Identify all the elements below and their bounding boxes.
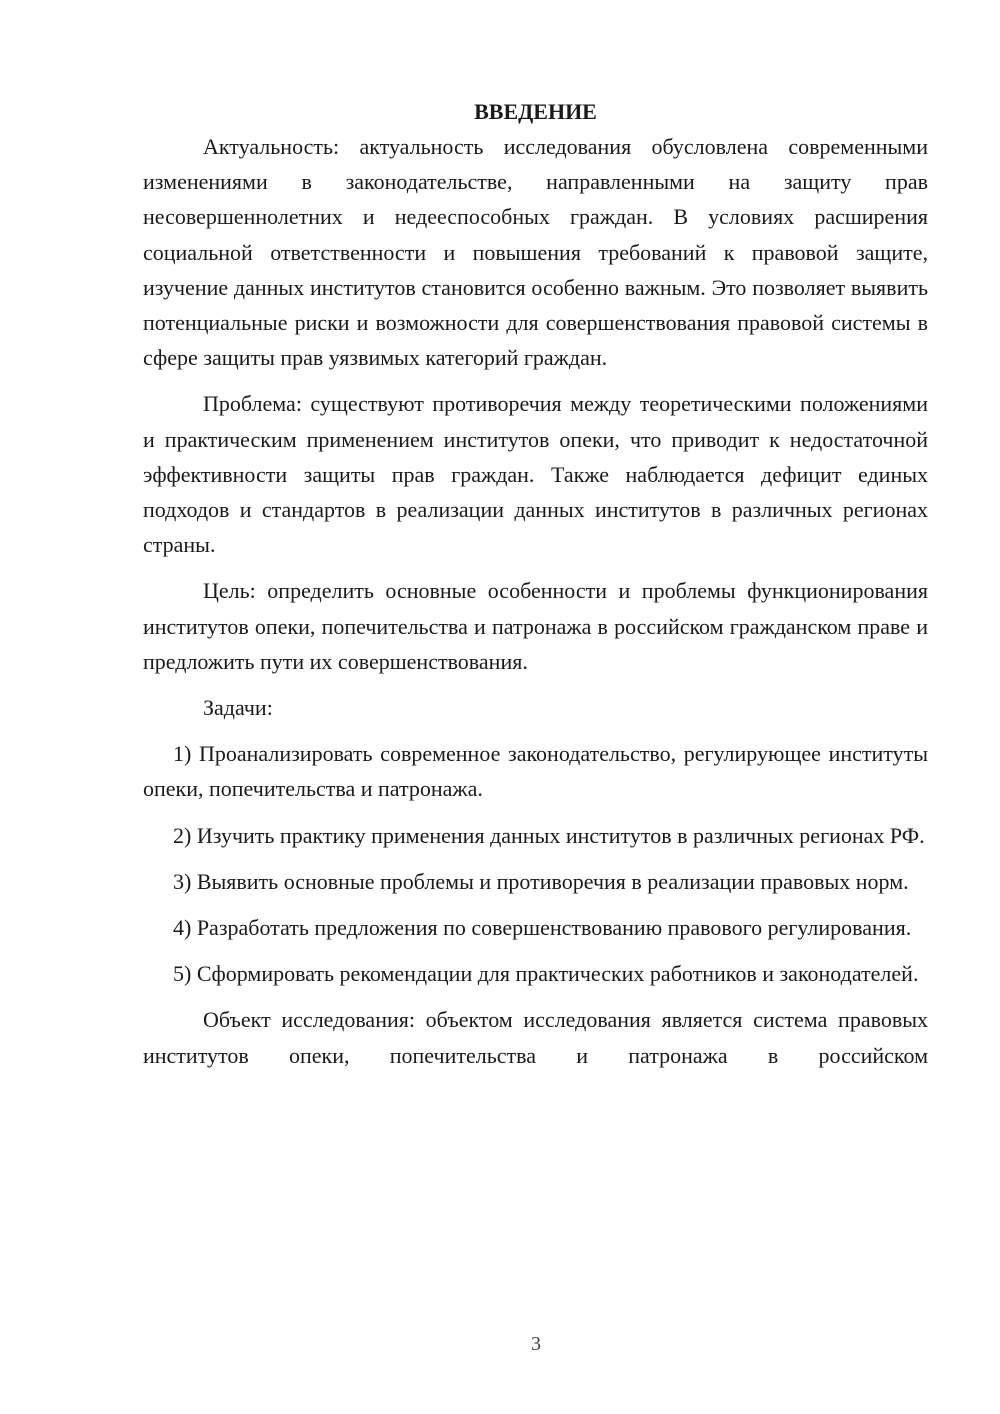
paragraph-goal: Цель: определить основные особенности и проблемы функционирования институтов опеки, попечительства и патронажа в российском гражданском праве и предложить пути их совершенствования.: [143, 578, 928, 674]
paragraph-gap: [143, 725, 928, 736]
task-item-2: 2) Изучить практику применения данных институтов в различных регионах РФ.: [173, 822, 925, 848]
page-number: 3: [531, 1333, 541, 1355]
paragraph-gap: [143, 945, 928, 956]
task-item-1: 1) Проанализировать современное законодательство, регулирующее институты опеки, попечительства и патронажа.: [143, 741, 928, 802]
paragraph-gap: [143, 807, 928, 818]
task-item-3: 3) Выявить основные проблемы и противоречия в реализации правовых норм.: [173, 868, 909, 894]
tasks-heading: Задачи:: [203, 695, 273, 721]
paragraph-gap: [143, 899, 928, 910]
task-item-4: 4) Разработать предложения по совершенствованию правового регулирования.: [173, 915, 912, 941]
task-item-5: 5) Сформировать рекомендации для практических работников и законодателей.: [173, 961, 919, 987]
paragraph-gap: [143, 991, 928, 1002]
paragraph-gap: [143, 679, 928, 690]
paragraph-object: Объект исследования: объектом исследования является система правовых институтов опеки, попечительства и патронажа в российском: [143, 1007, 928, 1068]
page-title: ВВЕДЕНИЕ: [474, 99, 597, 124]
paragraph-gap: [143, 375, 928, 386]
paragraph-gap: [143, 562, 928, 573]
document-page: [143, 94, 928, 1073]
paragraph-gap: [143, 853, 928, 864]
paragraph-problem: Проблема: существуют противоречия между теоретическими положениями и практическим применением институтов опеки, что приводит к недостаточной эффективности защиты прав граждан. Также наблюдается дефицит единых подходов и стандартов в реализации данных институтов в различных регионах страны.: [143, 391, 928, 558]
paragraph-relevance: Актуальность: актуальность исследования обусловлена современными изменениями в законодательстве, направленными на защиту прав несовершеннолетних и недееспособных граждан. В условиях расширения социальной ответственности и повышения требований к правовой защите, изучение данных институтов становится особенно важным. Это позволяет выявить потенциальные риски и возможности для совершенствования правовой системы в сфере защиты прав уязвимых категорий граждан.: [143, 134, 928, 371]
